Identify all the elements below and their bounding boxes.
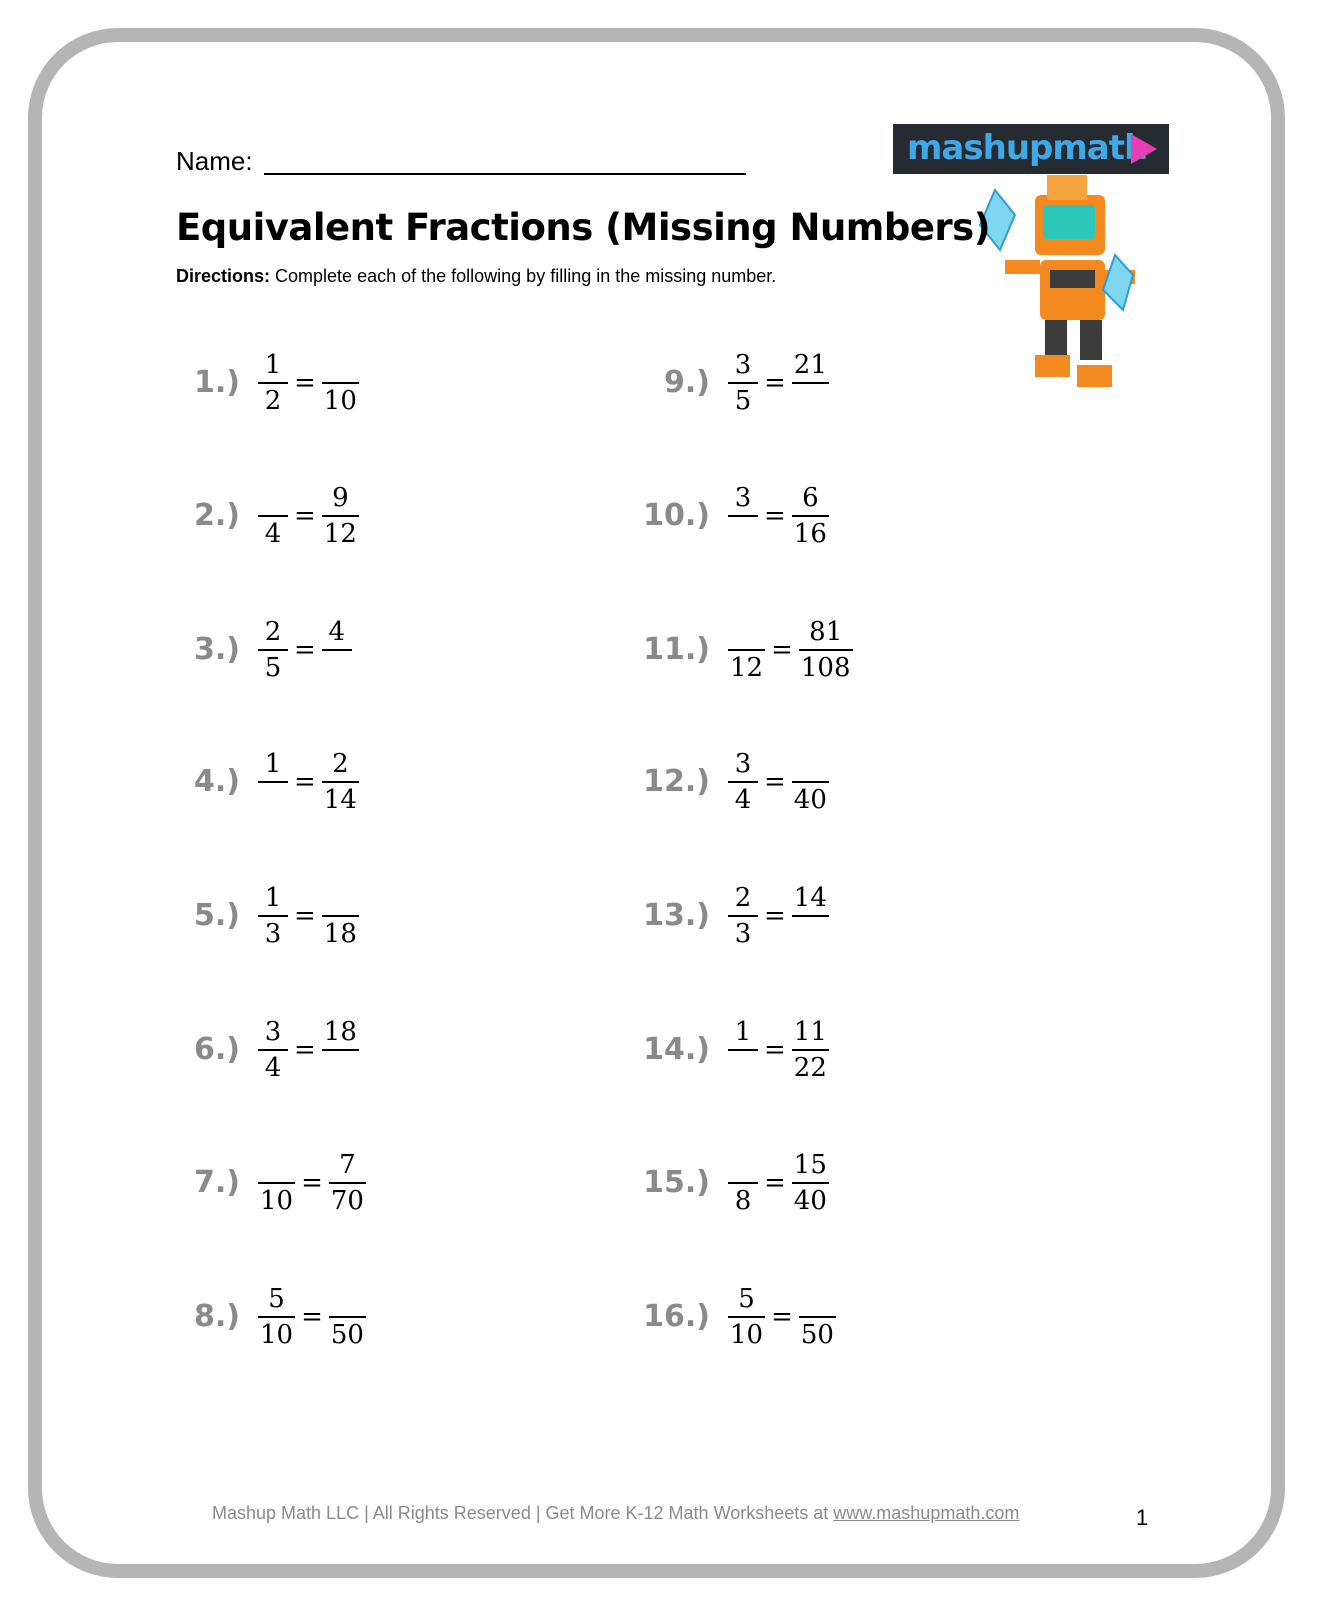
- numerator: 15: [793, 1150, 827, 1180]
- numerator: 3: [734, 483, 752, 513]
- numerator[interactable]: [338, 881, 342, 915]
- fraction-equation: [728, 1010, 829, 1090]
- left-fraction: [258, 1277, 295, 1357]
- denominator: 22: [793, 1053, 827, 1083]
- equals-sign: =: [764, 1035, 786, 1065]
- problem-13: [640, 876, 1020, 956]
- problem-number: 13.): [643, 898, 710, 933]
- denominator: 14: [323, 785, 357, 815]
- numerator[interactable]: [741, 1148, 745, 1182]
- footer-link[interactable]: www.mashupmath.com: [833, 1503, 1020, 1523]
- right-fraction: [792, 343, 829, 423]
- problem-14: [640, 1010, 1020, 1090]
- problem-number: 11.): [643, 632, 710, 667]
- play-icon: [1131, 134, 1157, 164]
- numerator: 6: [802, 483, 819, 513]
- problem-number: 1.): [194, 365, 240, 400]
- numerator: 2: [264, 617, 282, 647]
- fraction-equation: [728, 610, 853, 690]
- denominator: 5: [734, 386, 752, 416]
- right-fraction: [322, 1010, 359, 1090]
- numerator: 3: [264, 1017, 282, 1047]
- equals-sign: =: [301, 1168, 323, 1198]
- left-fraction: [728, 343, 758, 423]
- problem-number: 4.): [194, 764, 240, 799]
- left-fraction: [728, 610, 765, 690]
- denominator: 8: [734, 1186, 752, 1216]
- numerator: 11: [793, 1017, 827, 1047]
- problem-number: 15.): [643, 1165, 710, 1200]
- denominator[interactable]: [335, 651, 339, 685]
- numerator[interactable]: [338, 348, 342, 382]
- problem-16: [640, 1277, 1020, 1357]
- problem-11: [640, 610, 1020, 690]
- equals-sign: =: [301, 1302, 323, 1332]
- fraction-equation: [728, 343, 829, 423]
- equals-sign: =: [771, 1302, 793, 1332]
- right-fraction: [322, 876, 359, 956]
- denominator: 4: [264, 519, 282, 549]
- denominator: 70: [330, 1186, 364, 1216]
- problem-5: [170, 876, 550, 956]
- denominator: 4: [734, 785, 752, 815]
- fraction-equation: [258, 1277, 366, 1357]
- equals-sign: =: [764, 901, 786, 931]
- fraction-equation: [728, 1143, 829, 1223]
- right-fraction: [322, 476, 359, 556]
- denominator: 108: [800, 653, 851, 683]
- equals-sign: =: [764, 767, 786, 797]
- numerator: 4: [328, 617, 346, 647]
- right-fraction: [792, 1010, 829, 1090]
- left-fraction: [258, 476, 288, 556]
- right-fraction: [799, 610, 853, 690]
- numerator: 5: [738, 1284, 755, 1314]
- problem-number: 7.): [194, 1165, 240, 1200]
- fraction-equation: [258, 1010, 359, 1090]
- footer: [212, 1503, 1019, 1524]
- fraction-equation: [728, 876, 829, 956]
- numerator: 3: [734, 350, 752, 380]
- problem-1: [170, 343, 550, 423]
- numerator: 7: [339, 1150, 356, 1180]
- directions: [176, 266, 776, 287]
- denominator[interactable]: [741, 517, 745, 551]
- left-fraction: [258, 1143, 295, 1223]
- page-number: 1: [1136, 1505, 1149, 1530]
- directions-label: Directions:: [176, 266, 271, 286]
- numerator: 2: [734, 883, 752, 913]
- denominator: 16: [793, 519, 827, 549]
- problem-2: [170, 476, 550, 556]
- problem-9: [640, 343, 1020, 423]
- equals-sign: =: [294, 501, 316, 531]
- problem-number: 10.): [643, 498, 710, 533]
- problem-7: [170, 1143, 550, 1223]
- numerator: 1: [264, 749, 282, 779]
- problem-10: [640, 476, 1020, 556]
- denominator[interactable]: [271, 783, 275, 817]
- right-fraction: [322, 610, 352, 690]
- right-fraction: [792, 476, 829, 556]
- fraction-equation: [258, 876, 359, 956]
- problem-8: [170, 1277, 550, 1357]
- equals-sign: =: [294, 901, 316, 931]
- fraction-equation: [728, 1277, 836, 1357]
- left-fraction: [258, 343, 288, 423]
- right-fraction: [322, 742, 359, 822]
- denominator: 10: [260, 1186, 294, 1216]
- numerator[interactable]: [745, 615, 749, 649]
- problem-number: 16.): [643, 1299, 710, 1334]
- denominator[interactable]: [338, 1051, 342, 1085]
- equals-sign: =: [764, 368, 786, 398]
- right-fraction: [792, 876, 829, 956]
- problem-4: [170, 742, 550, 822]
- numerator: 9: [332, 483, 349, 513]
- left-fraction: [728, 1010, 758, 1090]
- problem-number: 5.): [194, 898, 240, 933]
- equals-sign: =: [771, 635, 793, 665]
- numerator: 1: [734, 1017, 752, 1047]
- right-fraction: [322, 343, 359, 423]
- problem-12: [640, 742, 1020, 822]
- left-fraction: [728, 1277, 765, 1357]
- numerator: 21: [793, 350, 827, 380]
- numerator: 2: [332, 749, 349, 779]
- equals-sign: =: [764, 1168, 786, 1198]
- denominator[interactable]: [808, 384, 812, 418]
- denominator[interactable]: [741, 1051, 745, 1085]
- fraction-equation: [258, 742, 359, 822]
- name-label: Name:: [176, 146, 253, 176]
- problem-15: [640, 1143, 1020, 1223]
- directions-text: Complete each of the following by filling in the missing number.: [270, 266, 777, 286]
- numerator: 3: [734, 749, 752, 779]
- left-fraction: [728, 476, 758, 556]
- denominator: 50: [330, 1320, 364, 1350]
- fraction-equation: [258, 1143, 366, 1223]
- worksheet-title: Equivalent Fractions (Missing Numbers): [176, 206, 991, 249]
- numerator: 18: [323, 1017, 357, 1047]
- problem-number: 14.): [643, 1032, 710, 1067]
- denominator: 40: [793, 785, 827, 815]
- equals-sign: =: [294, 368, 316, 398]
- problem-number: 12.): [643, 764, 710, 799]
- fraction-equation: [258, 476, 359, 556]
- problem-number: 6.): [194, 1032, 240, 1067]
- numerator: 81: [809, 617, 843, 647]
- numerator: 1: [264, 350, 282, 380]
- problem-number: 2.): [194, 498, 240, 533]
- denominator: 40: [793, 1186, 827, 1216]
- denominator: 12: [323, 519, 357, 549]
- logo-text: mashupmath: [907, 128, 1148, 168]
- denominator: 10: [730, 1320, 764, 1350]
- fraction-equation: [258, 610, 352, 690]
- denominator: 4: [264, 1053, 282, 1083]
- numerator: 5: [268, 1284, 285, 1314]
- left-fraction: [728, 876, 758, 956]
- denominator: 12: [730, 653, 764, 683]
- fraction-equation: [258, 343, 359, 423]
- denominator: 50: [800, 1320, 834, 1350]
- mashupmath-logo: [893, 124, 1169, 174]
- footer-text: Mashup Math LLC | All Rights Reserved | Get More K-12 Math Worksheets at: [212, 1503, 834, 1523]
- numerator[interactable]: [275, 1148, 279, 1182]
- problem-number: 9.): [664, 365, 710, 400]
- denominator: 3: [264, 919, 282, 949]
- problem-6: [170, 1010, 550, 1090]
- denominator: 3: [734, 919, 752, 949]
- denominator: 18: [323, 919, 357, 949]
- equals-sign: =: [294, 1035, 316, 1065]
- problem-3: [170, 610, 550, 690]
- denominator: 10: [323, 386, 357, 416]
- numerator: 14: [793, 883, 827, 913]
- numerator[interactable]: [808, 747, 812, 781]
- right-fraction: [792, 742, 829, 822]
- left-fraction: [258, 742, 288, 822]
- equals-sign: =: [764, 501, 786, 531]
- right-fraction: [799, 1277, 836, 1357]
- numerator[interactable]: [815, 1282, 819, 1316]
- right-fraction: [792, 1143, 829, 1223]
- left-fraction: [258, 610, 288, 690]
- fraction-equation: [728, 476, 829, 556]
- denominator: 2: [264, 386, 282, 416]
- left-fraction: [258, 1010, 288, 1090]
- problem-number: 3.): [194, 632, 240, 667]
- equals-sign: =: [294, 767, 316, 797]
- fraction-equation: [728, 742, 829, 822]
- numerator[interactable]: [345, 1282, 349, 1316]
- denominator[interactable]: [808, 917, 812, 951]
- denominator: 10: [260, 1320, 294, 1350]
- left-fraction: [728, 742, 758, 822]
- left-fraction: [258, 876, 288, 956]
- right-fraction: [329, 1277, 366, 1357]
- left-fraction: [728, 1143, 758, 1223]
- name-input-line[interactable]: [264, 173, 746, 175]
- denominator: 5: [264, 653, 282, 683]
- equals-sign: =: [294, 635, 316, 665]
- right-fraction: [329, 1143, 366, 1223]
- numerator: 1: [264, 883, 282, 913]
- numerator[interactable]: [271, 481, 275, 515]
- problem-number: 8.): [194, 1299, 240, 1334]
